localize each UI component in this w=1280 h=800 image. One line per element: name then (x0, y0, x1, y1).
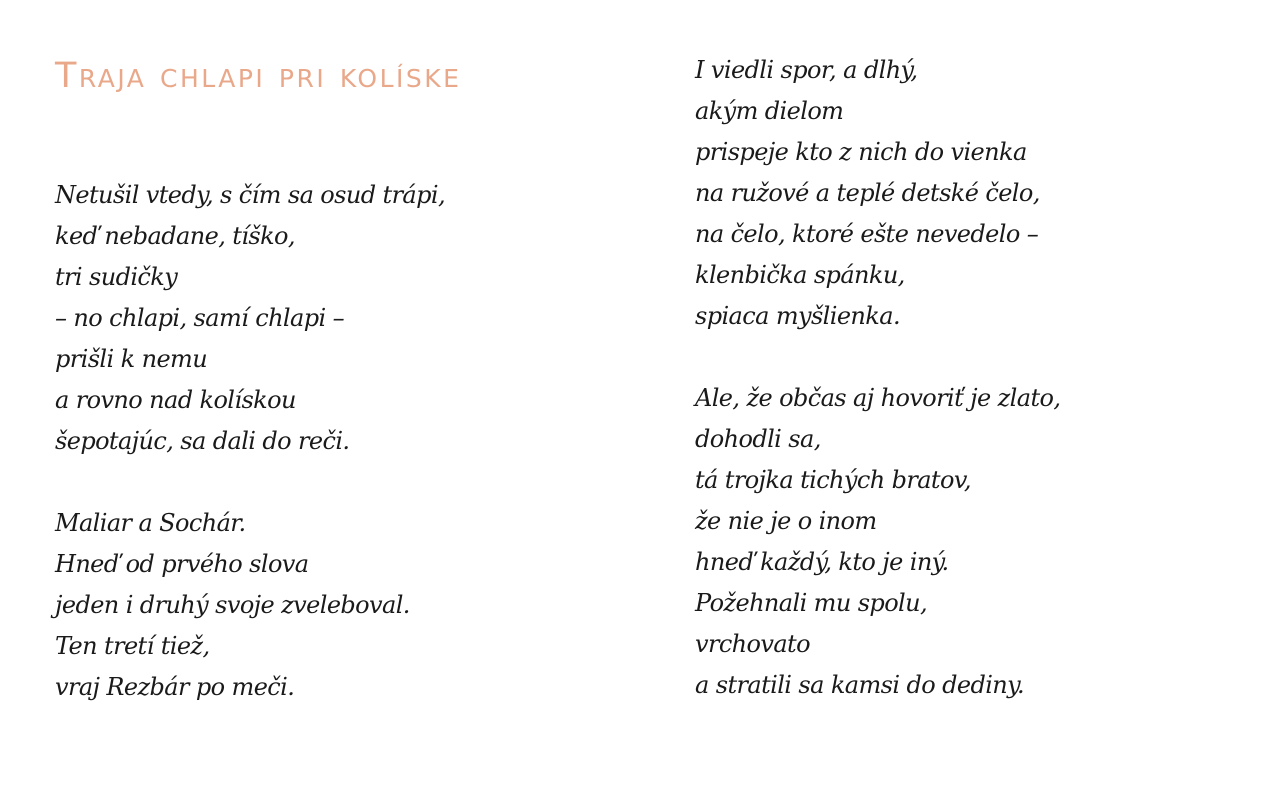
verse-line: tá trojka tichých bratov, (695, 466, 971, 494)
verse-line: na ružové a teplé detské čelo, (695, 179, 1040, 207)
verse-line: hneď každý, kto je iný. (695, 548, 949, 576)
verse-line: klenbička spánku, (695, 261, 905, 289)
verse-line: keď nebadane, tíško, (55, 222, 295, 250)
verse-line: jeden i druhý svoje zveleboval. (55, 591, 410, 619)
verse-line: spiaca myšlienka. (695, 302, 900, 330)
verse-line: prišli k nemu (55, 345, 208, 373)
verse-line: prispeje kto z nich do vienka (695, 138, 1027, 166)
stanza (695, 50, 1255, 337)
stanza (55, 175, 645, 462)
verse-line: Netušil vtedy, s čím sa osud trápi, (55, 181, 446, 209)
right-column (695, 50, 1255, 706)
verse-line: akým dielom (695, 97, 844, 125)
verse-line: šepotajúc, sa dali do reči. (55, 427, 350, 455)
verse-line: vrchovato (695, 630, 810, 658)
verse-line: Požehnali mu spolu, (695, 589, 928, 617)
verse-line: tri sudičky (55, 263, 178, 291)
verse-line: Ale, že občas aj hovoriť je zlato, (695, 384, 1061, 412)
verse-line: na čelo, ktoré ešte nevedelo – (695, 220, 1039, 248)
verse-line: a rovno nad kolískou (55, 386, 296, 414)
left-column (55, 175, 645, 708)
poem-title: Traja chlapi pri kolíske (55, 56, 462, 96)
verse-line: Maliar a Sochár. (55, 509, 246, 537)
verse-line: vraj Rezbár po meči. (55, 673, 295, 701)
verse-line: a stratili sa kamsi do dediny. (695, 671, 1024, 699)
verse-line: – no chlapi, samí chlapi – (55, 304, 344, 332)
stanza (695, 378, 1255, 706)
verse-line: I viedli spor, a dlhý, (695, 56, 918, 84)
verse-line: že nie je o inom (695, 507, 877, 535)
stanza (55, 503, 645, 708)
verse-line: Ten tretí tiež, (55, 632, 210, 660)
verse-line: dohodli sa, (695, 425, 821, 453)
verse-line: Hneď od prvého slova (55, 550, 309, 578)
